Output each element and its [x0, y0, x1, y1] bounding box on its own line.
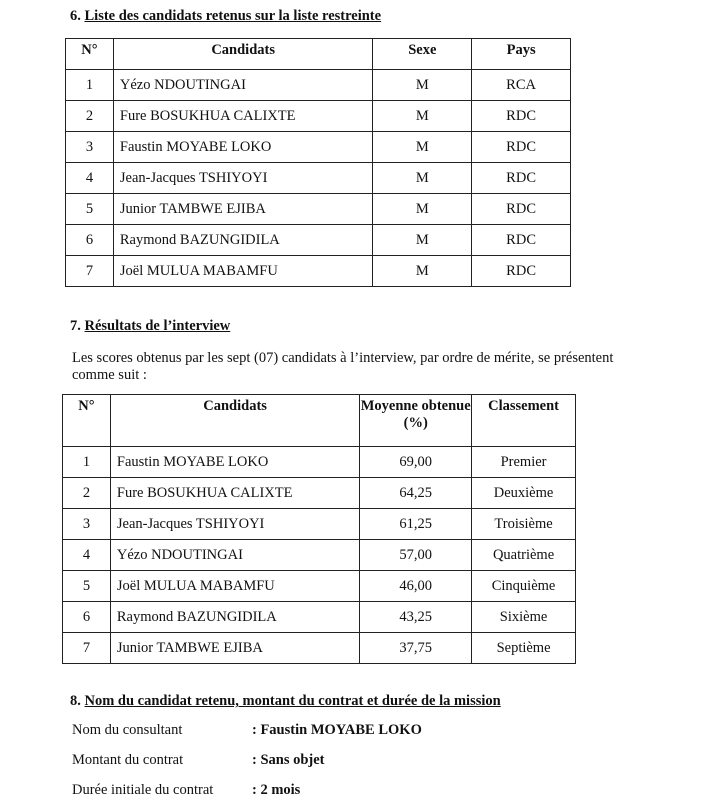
cell-score: 61,25 [360, 509, 472, 540]
cell-number: 3 [63, 509, 111, 540]
table-row [63, 633, 576, 664]
section-8-number: 8. [70, 693, 81, 709]
cell-sex: M [373, 194, 472, 225]
cell-sex: M [373, 132, 472, 163]
cell-ranking: Septième [472, 633, 576, 664]
interview-intro-paragraph: Les scores obtenus par les sept (07) candidats à l’interview, par ordre de mérite, se présentent comme suit : [72, 350, 614, 383]
cell-candidate: Yézo NDOUTINGAI [113, 70, 373, 101]
shortlist-table [65, 38, 571, 287]
cell-sex: M [373, 256, 472, 287]
cell-number: 4 [63, 540, 111, 571]
cell-candidate: Faustin MOYABE LOKO [113, 132, 373, 163]
section-7-number: 7. [70, 318, 81, 334]
table-row [66, 132, 571, 163]
table-row [63, 478, 576, 509]
cell-candidate: Raymond BAZUNGIDILA [113, 225, 373, 256]
col-header-candidates: Candidats [113, 39, 373, 70]
table-row [66, 225, 571, 256]
contract-duration-value: : 2 mois [252, 782, 301, 798]
section-6-number: 6. [70, 8, 81, 24]
cell-candidate: Junior TAMBWE EJIBA [113, 194, 373, 225]
cell-candidate: Raymond BAZUNGIDILA [110, 602, 359, 633]
cell-ranking: Deuxième [472, 478, 576, 509]
cell-number: 5 [66, 194, 114, 225]
col-header-ranking: Classement [472, 395, 576, 447]
table-row [66, 163, 571, 194]
section-8-heading [70, 693, 501, 710]
contract-duration-label: Durée initiale du contrat [72, 782, 214, 798]
cell-candidate: Junior TAMBWE EJIBA [110, 633, 359, 664]
cell-candidate: Jean-Jacques TSHIYOYI [110, 509, 359, 540]
cell-sex: M [373, 101, 472, 132]
cell-number: 6 [66, 225, 114, 256]
cell-sex: M [373, 163, 472, 194]
cell-sex: M [373, 225, 472, 256]
cell-candidate: Yézo NDOUTINGAI [110, 540, 359, 571]
table-row [66, 101, 571, 132]
cell-candidate: Joël MULUA MABAMFU [113, 256, 373, 287]
contract-amount-value: : Sans objet [252, 752, 325, 768]
cell-number: 6 [63, 602, 111, 633]
cell-candidate: Faustin MOYABE LOKO [110, 447, 359, 478]
col-header-number: N° [66, 39, 114, 70]
consultant-name-value: : Faustin MOYABE LOKO [252, 722, 422, 738]
cell-country: RDC [472, 101, 571, 132]
table-row [66, 194, 571, 225]
cell-number: 7 [63, 633, 111, 664]
cell-number: 3 [66, 132, 114, 163]
cell-number: 2 [66, 101, 114, 132]
col-header-country: Pays [472, 39, 571, 70]
cell-number: 2 [63, 478, 111, 509]
table-row [63, 540, 576, 571]
cell-ranking: Premier [472, 447, 576, 478]
table-header-row [63, 395, 576, 447]
cell-ranking: Quatrième [472, 540, 576, 571]
cell-number: 1 [63, 447, 111, 478]
cell-country: RDC [472, 194, 571, 225]
cell-country: RDC [472, 256, 571, 287]
cell-ranking: Sixième [472, 602, 576, 633]
cell-number: 1 [66, 70, 114, 101]
contract-amount-label: Montant du contrat [72, 752, 184, 768]
cell-score: 46,00 [360, 571, 472, 602]
section-8-title: Nom du candidat retenu, montant du contrat et durée de la mission [84, 693, 501, 709]
consultant-name-label: Nom du consultant [72, 722, 183, 738]
col-header-candidates: Candidats [110, 395, 359, 447]
table-row [63, 509, 576, 540]
cell-number: 5 [63, 571, 111, 602]
cell-number: 7 [66, 256, 114, 287]
cell-candidate: Joël MULUA MABAMFU [110, 571, 359, 602]
cell-score: 37,75 [360, 633, 472, 664]
cell-ranking: Cinquième [472, 571, 576, 602]
table-row [63, 571, 576, 602]
cell-candidate: Jean-Jacques TSHIYOYI [113, 163, 373, 194]
cell-score: 64,25 [360, 478, 472, 509]
cell-score: 69,00 [360, 447, 472, 478]
cell-country: RDC [472, 225, 571, 256]
table-row [63, 602, 576, 633]
col-header-sex: Sexe [373, 39, 472, 70]
cell-country: RDC [472, 163, 571, 194]
section-7-heading [70, 318, 230, 335]
section-6-heading [70, 8, 381, 25]
table-header-row [66, 39, 571, 70]
table-row [63, 447, 576, 478]
table-row [66, 256, 571, 287]
section-7-title: Résultats de l’interview [84, 318, 231, 334]
section-6-title: Liste des candidats retenus sur la liste restreinte [84, 8, 382, 24]
table-row [66, 70, 571, 101]
cell-candidate: Fure BOSUKHUA CALIXTE [113, 101, 373, 132]
cell-number: 4 [66, 163, 114, 194]
cell-sex: M [373, 70, 472, 101]
cell-candidate: Fure BOSUKHUA CALIXTE [110, 478, 359, 509]
cell-score: 57,00 [360, 540, 472, 571]
cell-country: RCA [472, 70, 571, 101]
col-header-average-score: Moyenne obtenue (%) [360, 395, 472, 447]
cell-country: RDC [472, 132, 571, 163]
cell-score: 43,25 [360, 602, 472, 633]
interview-results-table [62, 394, 576, 664]
cell-ranking: Troisième [472, 509, 576, 540]
col-header-number: N° [63, 395, 111, 447]
